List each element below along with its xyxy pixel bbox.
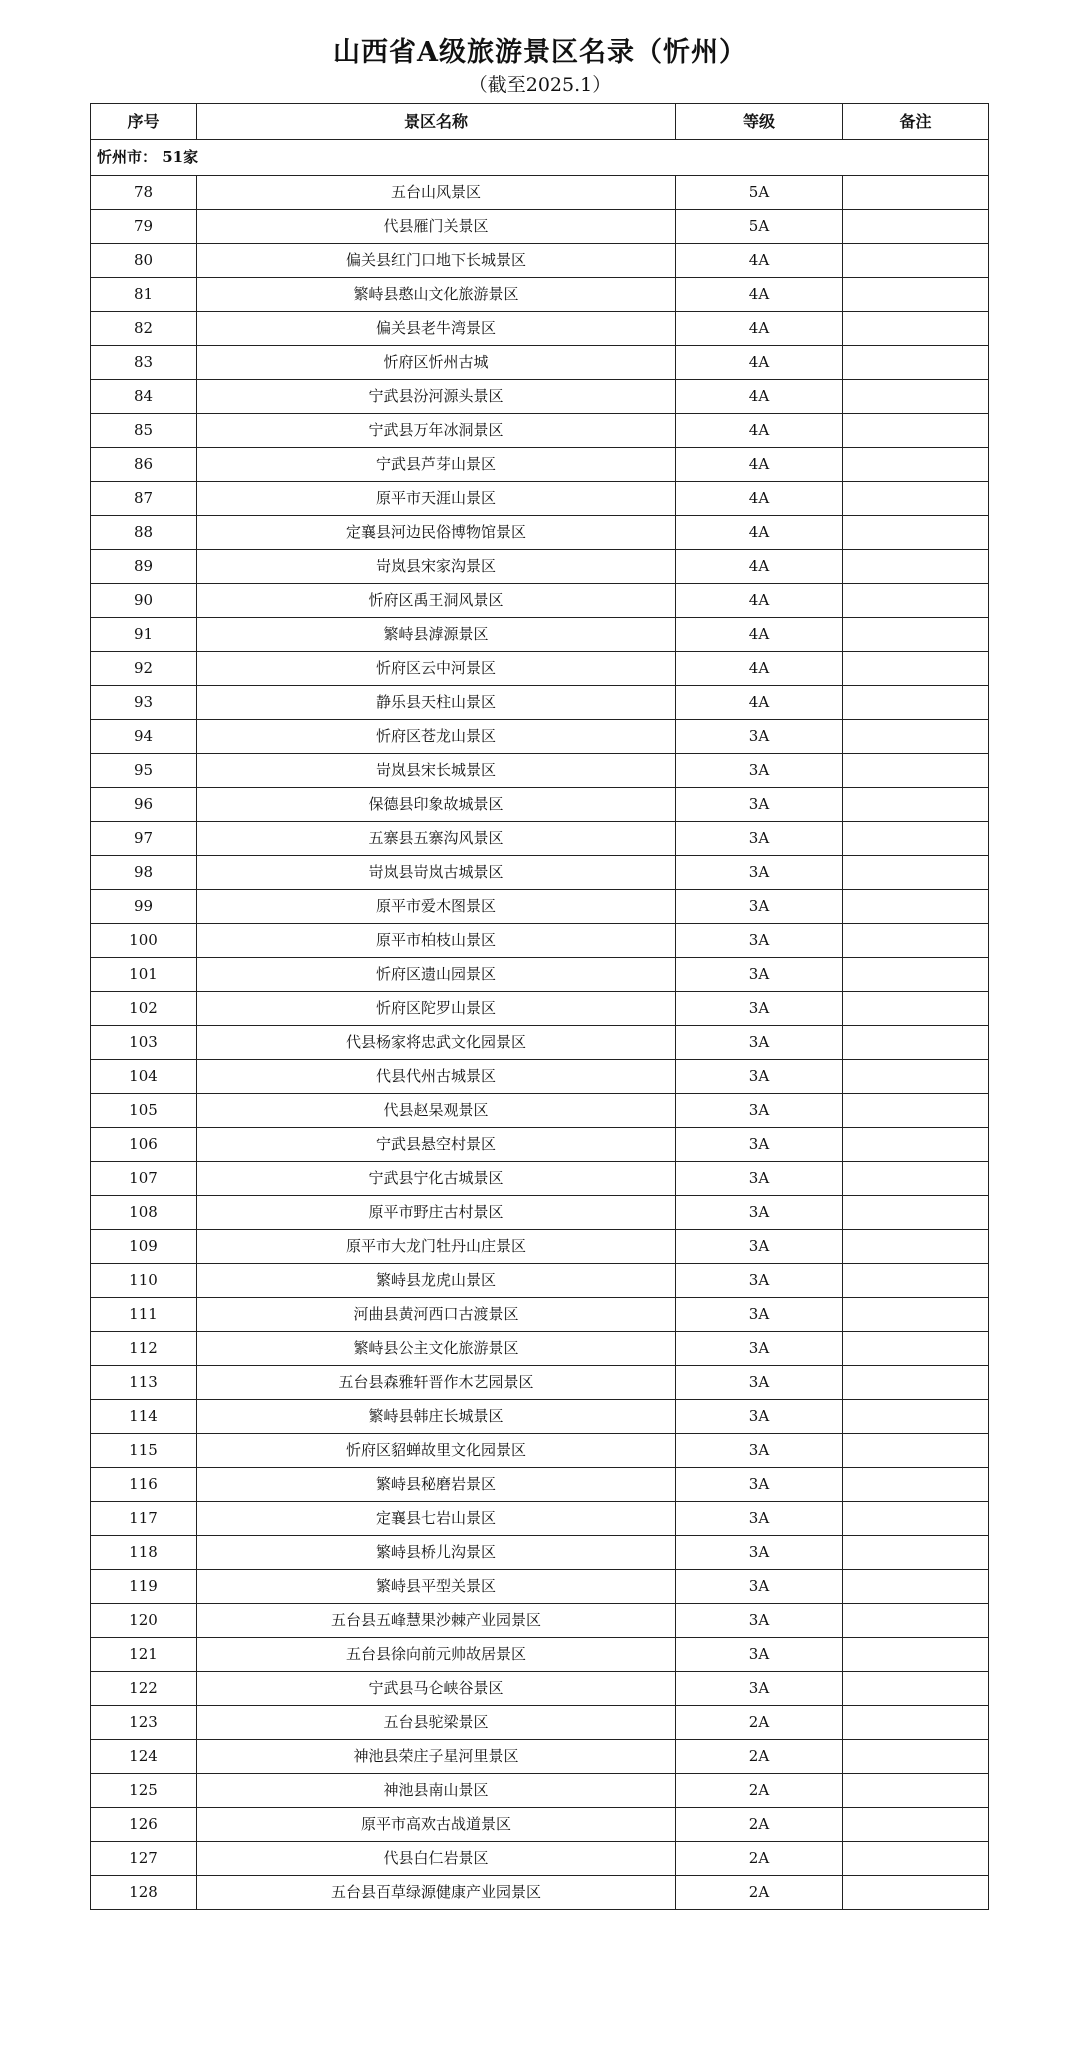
header-note: 备注 [843,104,989,140]
cell-note [843,1502,989,1536]
cell-name: 代县雁门关景区 [197,210,676,244]
cell-number: 79 [91,210,197,244]
cell-note [843,1468,989,1502]
table-row [91,1094,989,1128]
cell-name: 静乐县天柱山景区 [197,686,676,720]
cell-grade: 3A [676,1196,843,1230]
cell-grade: 3A [676,1604,843,1638]
cell-number: 113 [91,1366,197,1400]
cell-number: 127 [91,1842,197,1876]
cell-name: 五寨县五寨沟风景区 [197,822,676,856]
cell-note [843,720,989,754]
cell-number: 128 [91,1876,197,1910]
table-row [91,924,989,958]
cell-grade: 4A [676,516,843,550]
cell-grade: 3A [676,1230,843,1264]
cell-note [843,618,989,652]
cell-grade: 3A [676,1672,843,1706]
cell-note [843,822,989,856]
cell-number: 85 [91,414,197,448]
table-row [91,1230,989,1264]
cell-grade: 4A [676,244,843,278]
cell-number: 89 [91,550,197,584]
cell-number: 120 [91,1604,197,1638]
header-number: 序号 [91,104,197,140]
cell-number: 102 [91,992,197,1026]
cell-name: 宁武县万年冰洞景区 [197,414,676,448]
cell-grade: 3A [676,754,843,788]
cell-name: 定襄县河边民俗博物馆景区 [197,516,676,550]
page-title: 山西省A级旅游景区名录（忻州） [333,37,747,68]
cell-name: 忻府区陀罗山景区 [197,992,676,1026]
table-row [91,482,989,516]
cell-name: 原平市柏枝山景区 [197,924,676,958]
page-subtitle: （截至2025.1） [468,74,612,96]
cell-name: 代县白仁岩景区 [197,1842,676,1876]
table-row [91,1604,989,1638]
cell-grade: 3A [676,1638,843,1672]
cell-name: 繁峙县韩庄长城景区 [197,1400,676,1434]
cell-name: 岢岚县岢岚古城景区 [197,856,676,890]
cell-note [843,1026,989,1060]
table-row [91,1774,989,1808]
cell-number: 121 [91,1638,197,1672]
cell-grade: 4A [676,312,843,346]
cell-name: 忻府区遗山园景区 [197,958,676,992]
cell-name: 神池县荣庄子星河里景区 [197,1740,676,1774]
cell-grade: 4A [676,482,843,516]
cell-name: 原平市天涯山景区 [197,482,676,516]
cell-grade: 3A [676,958,843,992]
cell-number: 112 [91,1332,197,1366]
table-row [91,1502,989,1536]
cell-note [843,1808,989,1842]
cell-name: 岢岚县宋家沟景区 [197,550,676,584]
cell-note [843,210,989,244]
cell-grade: 4A [676,550,843,584]
table-row [91,890,989,924]
cell-note [843,312,989,346]
cell-name: 五台县百草绿源健康产业园景区 [197,1876,676,1910]
cell-number: 82 [91,312,197,346]
cell-note [843,1604,989,1638]
cell-number: 126 [91,1808,197,1842]
cell-grade: 3A [676,1468,843,1502]
cell-name: 原平市野庄古村景区 [197,1196,676,1230]
cell-name: 繁峙县平型关景区 [197,1570,676,1604]
cell-number: 101 [91,958,197,992]
cell-number: 115 [91,1434,197,1468]
table-row [91,1400,989,1434]
cell-number: 93 [91,686,197,720]
cell-number: 98 [91,856,197,890]
table-row [91,448,989,482]
cell-name: 定襄县七岩山景区 [197,1502,676,1536]
cell-number: 118 [91,1536,197,1570]
cell-name: 宁武县马仑峡谷景区 [197,1672,676,1706]
table-row [91,1434,989,1468]
cell-grade: 4A [676,652,843,686]
cell-number: 91 [91,618,197,652]
cell-name: 繁峙县公主文化旅游景区 [197,1332,676,1366]
cell-name: 岢岚县宋长城景区 [197,754,676,788]
cell-grade: 3A [676,1060,843,1094]
cell-number: 123 [91,1706,197,1740]
cell-number: 107 [91,1162,197,1196]
cell-note [843,278,989,312]
table-row [91,1060,989,1094]
cell-grade: 5A [676,210,843,244]
cell-number: 96 [91,788,197,822]
cell-note [843,346,989,380]
cell-number: 78 [91,176,197,210]
cell-name: 原平市爱木图景区 [197,890,676,924]
cell-grade: 3A [676,1434,843,1468]
cell-name: 代县赵杲观景区 [197,1094,676,1128]
table-row [91,992,989,1026]
cell-grade: 4A [676,584,843,618]
cell-grade: 3A [676,1094,843,1128]
table-row [91,312,989,346]
table-header-row [91,104,989,140]
table-row [91,1128,989,1162]
cell-grade: 3A [676,1570,843,1604]
cell-number: 92 [91,652,197,686]
table-row [91,1026,989,1060]
cell-number: 83 [91,346,197,380]
cell-number: 119 [91,1570,197,1604]
cell-grade: 2A [676,1740,843,1774]
cell-grade: 2A [676,1808,843,1842]
cell-note [843,1570,989,1604]
cell-number: 125 [91,1774,197,1808]
table-row [91,550,989,584]
header-grade: 等级 [676,104,843,140]
table-row [91,1264,989,1298]
table-row [91,1570,989,1604]
cell-number: 117 [91,1502,197,1536]
cell-grade: 3A [676,1366,843,1400]
table-row [91,414,989,448]
cell-number: 109 [91,1230,197,1264]
table-row [91,278,989,312]
table-row [91,584,989,618]
cell-note [843,958,989,992]
cell-note [843,1842,989,1876]
cell-name: 原平市高欢古战道景区 [197,1808,676,1842]
cell-name: 偏关县红门口地下长城景区 [197,244,676,278]
table-row [91,754,989,788]
cell-note [843,1264,989,1298]
cell-number: 80 [91,244,197,278]
cell-number: 81 [91,278,197,312]
cell-grade: 3A [676,788,843,822]
cell-name: 五台县徐向前元帅故居景区 [197,1638,676,1672]
cell-name: 繁峙县憨山文化旅游景区 [197,278,676,312]
cell-number: 97 [91,822,197,856]
cell-note [843,244,989,278]
table-row [91,1672,989,1706]
cell-name: 忻府区云中河景区 [197,652,676,686]
cell-note [843,516,989,550]
cell-number: 114 [91,1400,197,1434]
cell-name: 宁武县宁化古城景区 [197,1162,676,1196]
cell-note [843,1400,989,1434]
cell-note [843,1366,989,1400]
cell-grade: 3A [676,1026,843,1060]
table-row [91,788,989,822]
cell-number: 86 [91,448,197,482]
table-row [91,1638,989,1672]
cell-number: 88 [91,516,197,550]
table-row [91,1808,989,1842]
table-row [91,176,989,210]
cell-number: 116 [91,1468,197,1502]
cell-number: 110 [91,1264,197,1298]
cell-name: 宁武县汾河源头景区 [197,380,676,414]
cell-grade: 3A [676,1502,843,1536]
table-row [91,720,989,754]
cell-note [843,414,989,448]
cell-name: 偏关县老牛湾景区 [197,312,676,346]
cell-grade: 4A [676,618,843,652]
cell-grade: 3A [676,856,843,890]
cell-note [843,1060,989,1094]
table-row [91,1842,989,1876]
table-row [91,856,989,890]
cell-note [843,482,989,516]
cell-note [843,448,989,482]
cell-grade: 3A [676,720,843,754]
cell-grade: 2A [676,1842,843,1876]
cell-note [843,1672,989,1706]
cell-name: 五台县五峰慧果沙棘产业园景区 [197,1604,676,1638]
cell-note [843,1638,989,1672]
cell-note [843,1162,989,1196]
cell-number: 111 [91,1298,197,1332]
cell-name: 代县杨家将忠武文化园景区 [197,1026,676,1060]
cell-note [843,176,989,210]
cell-name: 忻府区苍龙山景区 [197,720,676,754]
table-row [91,618,989,652]
cell-note [843,856,989,890]
table-row [91,380,989,414]
cell-grade: 3A [676,822,843,856]
cell-name: 五台县森雅轩晋作木艺园景区 [197,1366,676,1400]
cell-name: 宁武县芦芽山景区 [197,448,676,482]
cell-grade: 3A [676,924,843,958]
cell-name: 保德县印象故城景区 [197,788,676,822]
cell-note [843,380,989,414]
table-row [91,1332,989,1366]
cell-number: 95 [91,754,197,788]
cell-note [843,1332,989,1366]
cell-grade: 4A [676,448,843,482]
cell-grade: 3A [676,1332,843,1366]
table-row [91,958,989,992]
cell-note [843,1196,989,1230]
cell-number: 103 [91,1026,197,1060]
cell-number: 84 [91,380,197,414]
cell-name: 繁峙县秘磨岩景区 [197,1468,676,1502]
cell-name: 繁峙县龙虎山景区 [197,1264,676,1298]
table-row [91,346,989,380]
table-row [91,652,989,686]
cell-note [843,1434,989,1468]
table-row [91,1298,989,1332]
cell-grade: 3A [676,1298,843,1332]
scenic-spot-table [90,103,989,1910]
cell-name: 忻府区貂蝉故里文化园景区 [197,1434,676,1468]
cell-grade: 2A [676,1876,843,1910]
cell-note [843,686,989,720]
cell-number: 90 [91,584,197,618]
table-row [91,1468,989,1502]
cell-note [843,1536,989,1570]
cell-grade: 3A [676,1536,843,1570]
cell-grade: 4A [676,686,843,720]
cell-note [843,1094,989,1128]
cell-name: 五台县驼梁景区 [197,1706,676,1740]
cell-grade: 4A [676,380,843,414]
cell-note [843,890,989,924]
cell-number: 87 [91,482,197,516]
cell-number: 99 [91,890,197,924]
cell-number: 104 [91,1060,197,1094]
cell-grade: 3A [676,1400,843,1434]
section-label: 忻州市： 51家 [91,140,989,176]
cell-note [843,1740,989,1774]
cell-grade: 5A [676,176,843,210]
cell-name: 宁武县悬空村景区 [197,1128,676,1162]
cell-note [843,1706,989,1740]
cell-number: 94 [91,720,197,754]
cell-note [843,1876,989,1910]
table-row [91,1162,989,1196]
cell-number: 108 [91,1196,197,1230]
cell-note [843,754,989,788]
cell-note [843,1774,989,1808]
cell-grade: 4A [676,278,843,312]
cell-number: 122 [91,1672,197,1706]
cell-note [843,788,989,822]
table-row [91,822,989,856]
cell-note [843,1298,989,1332]
cell-number: 100 [91,924,197,958]
cell-grade: 4A [676,414,843,448]
cell-name: 五台山风景区 [197,176,676,210]
table-row [91,1366,989,1400]
cell-note [843,992,989,1026]
table-row [91,1876,989,1910]
cell-grade: 3A [676,1264,843,1298]
cell-number: 105 [91,1094,197,1128]
table-row [91,1536,989,1570]
cell-note [843,652,989,686]
table-row [91,686,989,720]
cell-grade: 3A [676,890,843,924]
cell-note [843,1230,989,1264]
cell-note [843,584,989,618]
cell-note [843,550,989,584]
cell-name: 繁峙县桥儿沟景区 [197,1536,676,1570]
cell-note [843,1128,989,1162]
cell-name: 神池县南山景区 [197,1774,676,1808]
cell-number: 124 [91,1740,197,1774]
cell-grade: 3A [676,1162,843,1196]
cell-name: 原平市大龙门牡丹山庄景区 [197,1230,676,1264]
table-row [91,1740,989,1774]
cell-grade: 3A [676,1128,843,1162]
table-row [91,210,989,244]
table-row [91,244,989,278]
header-name: 景区名称 [197,104,676,140]
table-row [91,1706,989,1740]
cell-grade: 3A [676,992,843,1026]
cell-note [843,924,989,958]
cell-name: 代县代州古城景区 [197,1060,676,1094]
table-row [91,516,989,550]
cell-name: 忻府区忻州古城 [197,346,676,380]
table-row [91,1196,989,1230]
cell-grade: 2A [676,1774,843,1808]
cell-name: 河曲县黄河西口古渡景区 [197,1298,676,1332]
section-row [91,140,989,176]
cell-name: 繁峙县滹源景区 [197,618,676,652]
cell-grade: 4A [676,346,843,380]
cell-grade: 2A [676,1706,843,1740]
cell-name: 忻府区禹王洞风景区 [197,584,676,618]
cell-number: 106 [91,1128,197,1162]
